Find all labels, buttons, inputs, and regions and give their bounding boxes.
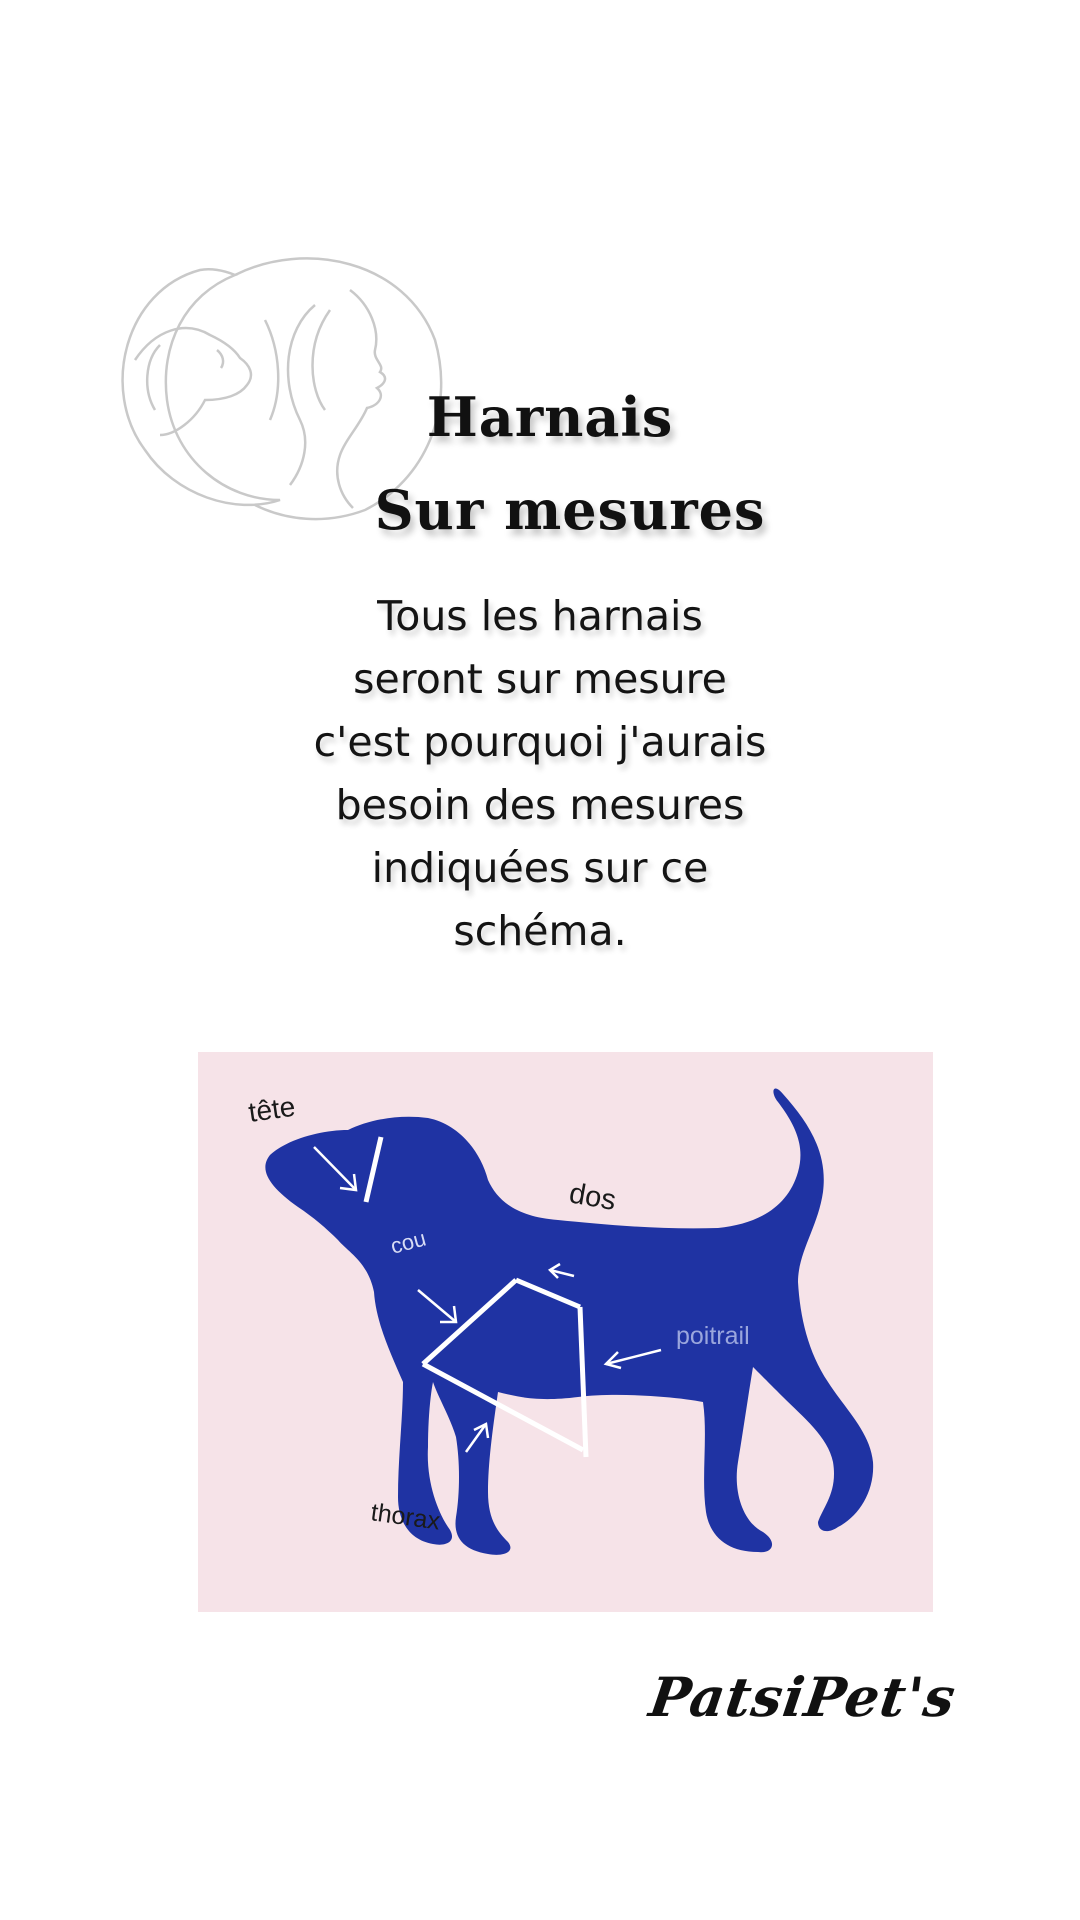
label-tete: tête	[246, 1090, 298, 1128]
dog-measurement-diagram	[198, 1052, 933, 1612]
brand-signature: PatsiPet's	[645, 1665, 960, 1729]
description-line: besoin des mesures	[335, 781, 745, 829]
label-dos: dos	[566, 1177, 619, 1218]
page-title-line1: Harnais	[426, 385, 674, 449]
description-line: schéma.	[453, 907, 627, 955]
description-line: c'est pourquoi j'aurais	[313, 718, 767, 766]
description-line: indiquées sur ce	[371, 844, 709, 892]
page-title-line2: Sur mesures	[374, 478, 766, 542]
description-line: seront sur mesure	[353, 655, 727, 703]
label-thorax: thorax	[369, 1498, 442, 1536]
description-line: Tous les harnais	[377, 592, 703, 640]
dog-silhouette	[265, 1089, 873, 1555]
label-cou: cou	[387, 1225, 429, 1259]
description-text	[230, 585, 850, 963]
label-poitrail: poitrail	[676, 1322, 750, 1350]
